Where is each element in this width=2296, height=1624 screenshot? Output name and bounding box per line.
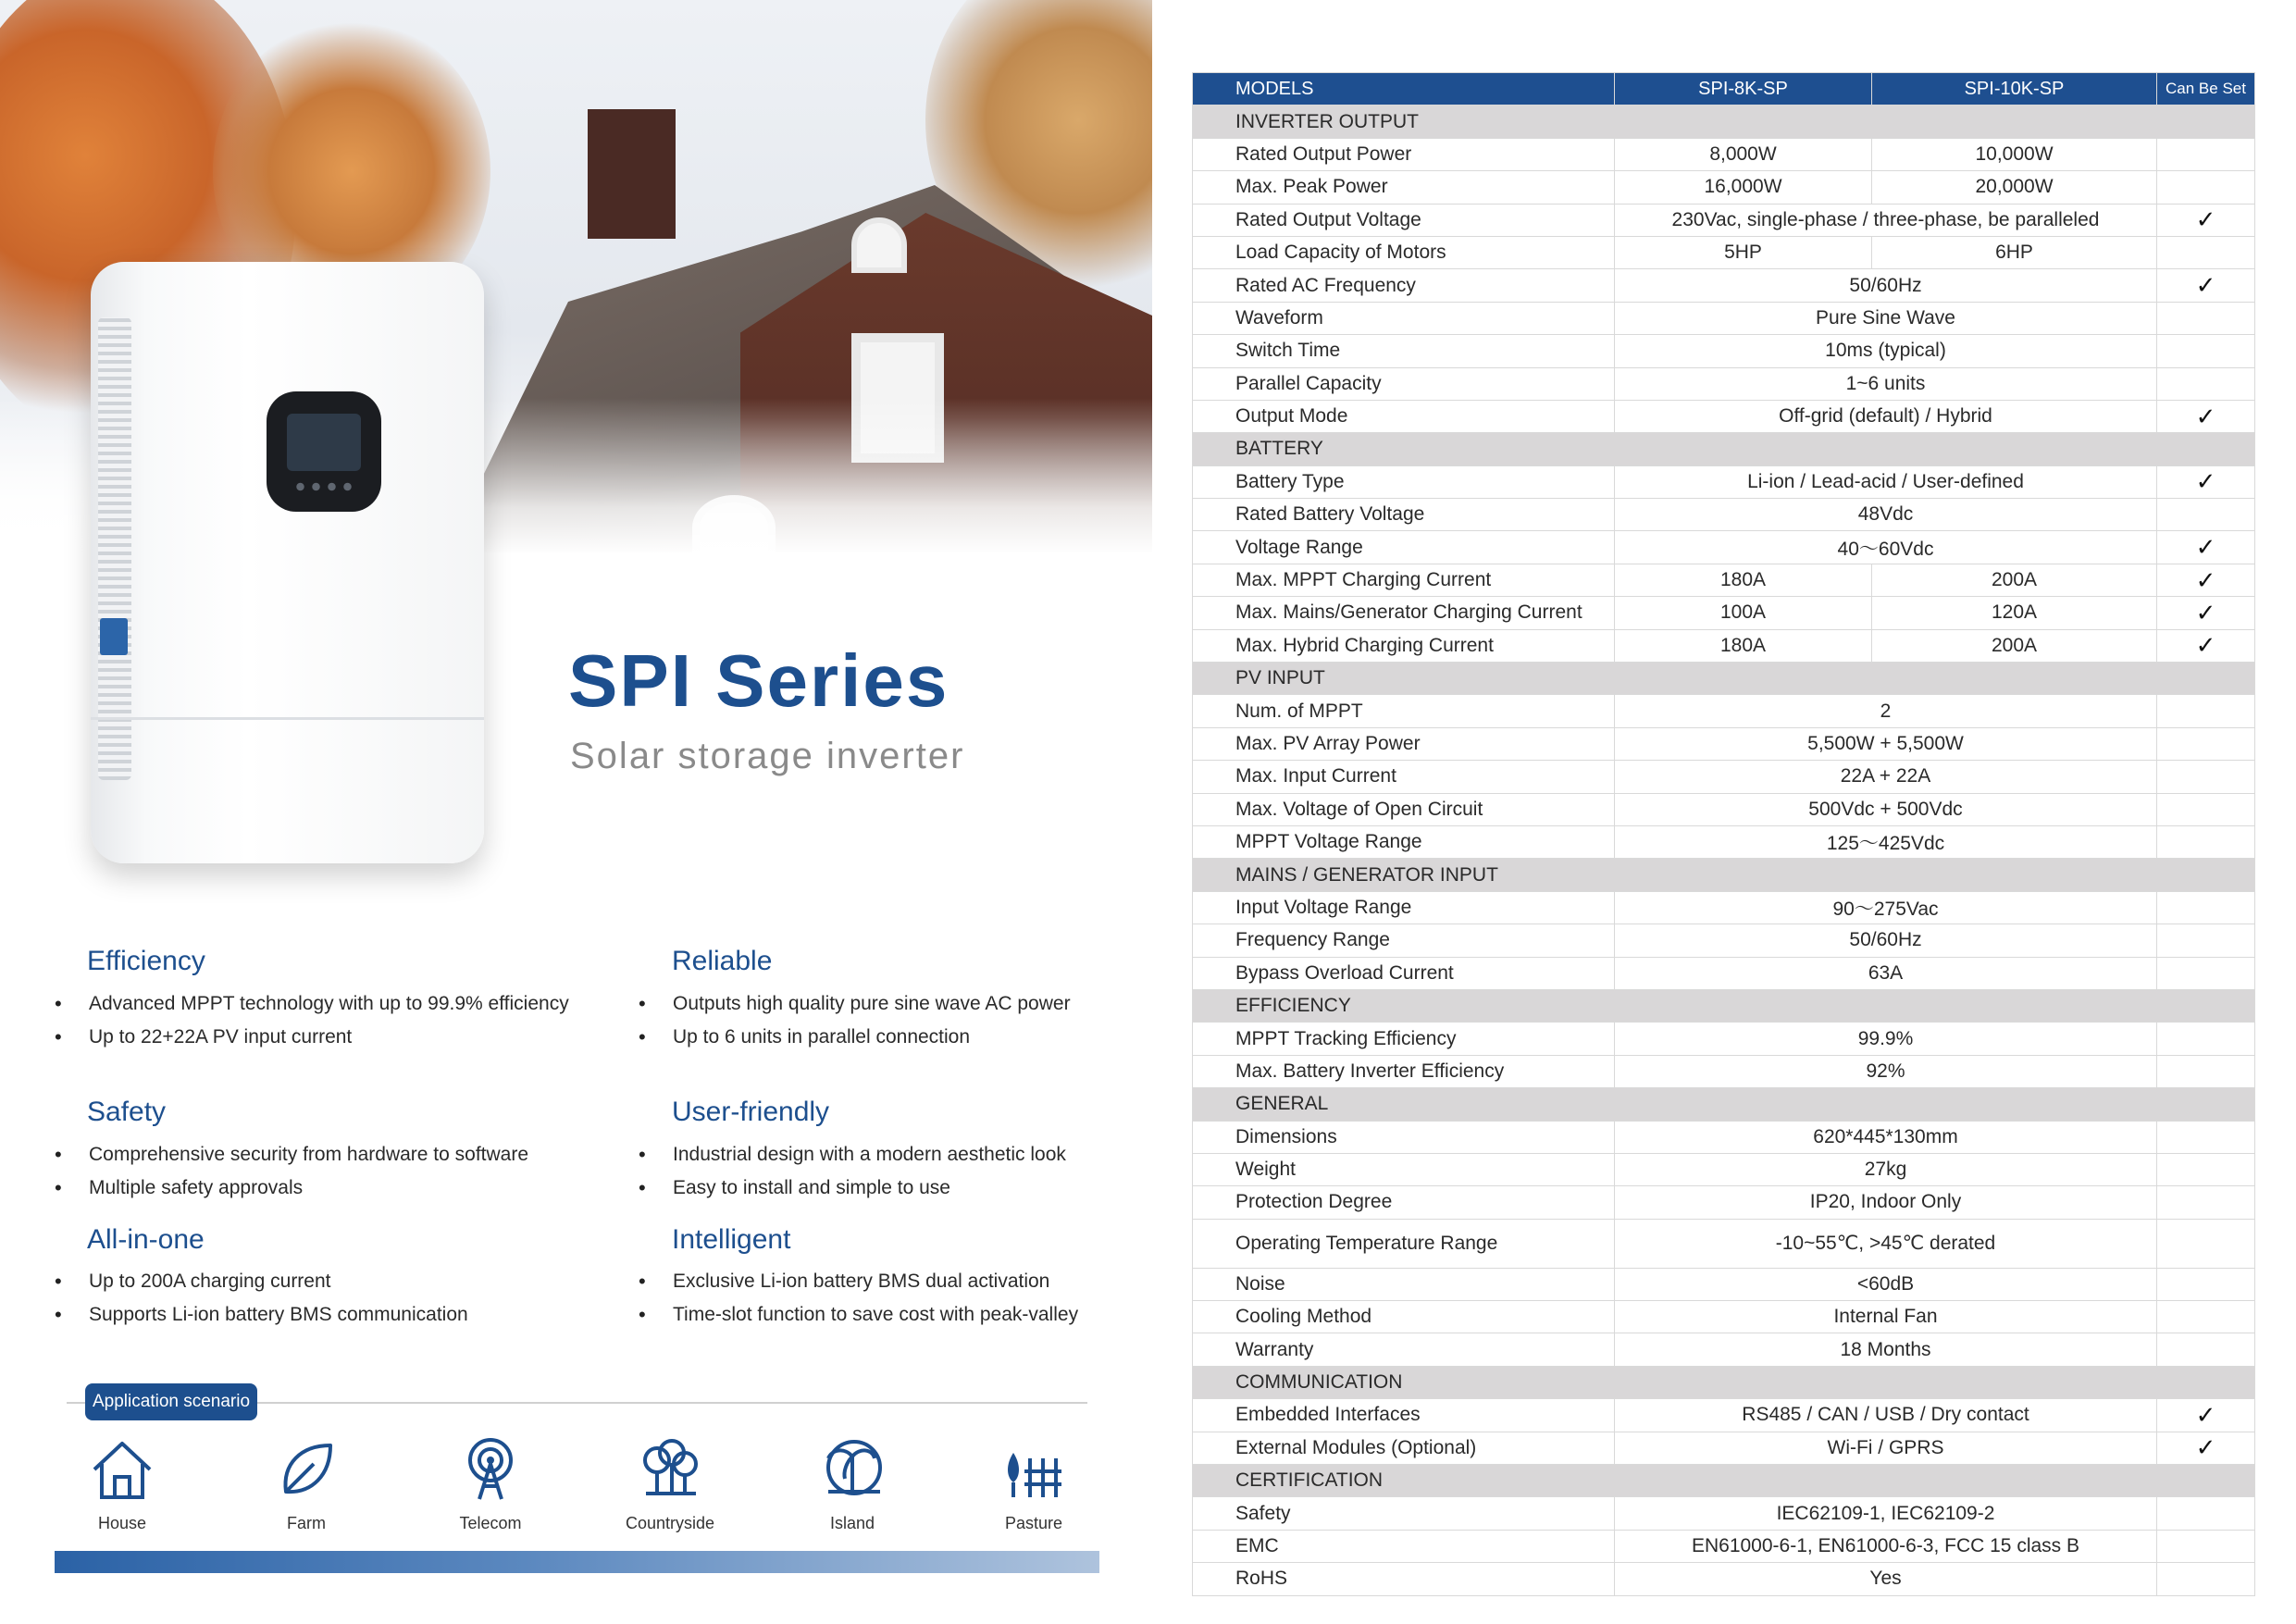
spec-value: 63A bbox=[1615, 957, 2157, 989]
spec-label: Noise bbox=[1193, 1268, 1615, 1300]
spec-row bbox=[1193, 171, 2255, 204]
feature-title-efficiency: Efficiency bbox=[87, 946, 205, 976]
spec-row bbox=[1193, 204, 2255, 236]
series-subtitle: Solar storage inverter bbox=[570, 736, 965, 776]
feature-item: • Up to 6 units in parallel connection bbox=[639, 1021, 1071, 1054]
spec-value: Internal Fan bbox=[1615, 1301, 2157, 1333]
inverter-buttons bbox=[292, 482, 357, 491]
spec-value: 99.9% bbox=[1615, 1023, 2157, 1055]
spec-label: EMC bbox=[1193, 1530, 1615, 1562]
scenario-label: Island bbox=[829, 1514, 875, 1532]
feature-item: • Comprehensive security from hardware to software bbox=[55, 1138, 528, 1172]
spec-label: Bypass Overload Current bbox=[1193, 957, 1615, 989]
check-mark-icon: ✓ bbox=[2157, 1399, 2255, 1432]
spec-value: 5,500W + 5,500W bbox=[1615, 727, 2157, 760]
spec-row bbox=[1193, 236, 2255, 268]
spec-label: Parallel Capacity bbox=[1193, 367, 1615, 400]
check-mark-icon: ✓ bbox=[2157, 629, 2255, 662]
scenario-label: House bbox=[97, 1514, 147, 1532]
spec-label: MPPT Voltage Range bbox=[1193, 825, 1615, 858]
spec-settable-empty bbox=[2157, 1333, 2255, 1366]
spec-value: 50/60Hz bbox=[1615, 924, 2157, 957]
spec-value: 40～60Vdc bbox=[1615, 531, 2157, 564]
spec-label: Rated Battery Voltage bbox=[1193, 499, 1615, 531]
spec-row bbox=[1193, 597, 2255, 629]
feature-title-intelligent: Intelligent bbox=[672, 1224, 791, 1255]
spec-row bbox=[1193, 825, 2255, 858]
spec-value: 230Vac, single-phase / three-phase, be paralleled bbox=[1615, 204, 2157, 236]
spec-settable-empty bbox=[2157, 1268, 2255, 1300]
spec-label: Embedded Interfaces bbox=[1193, 1399, 1615, 1432]
spec-settable-empty bbox=[2157, 1153, 2255, 1185]
spec-label: Rated Output Voltage bbox=[1193, 204, 1615, 236]
spec-row bbox=[1193, 727, 2255, 760]
spec-settable-empty bbox=[2157, 695, 2255, 727]
spec-settable-empty bbox=[2157, 1301, 2255, 1333]
feature-item: • Industrial design with a modern aesthetic look bbox=[639, 1138, 1066, 1172]
spec-section-title: INVERTER OUTPUT bbox=[1193, 105, 2255, 138]
spec-settable-empty bbox=[2157, 924, 2255, 957]
model-8k-header: SPI-8K-SP bbox=[1615, 73, 1872, 105]
spec-value: 500Vdc + 500Vdc bbox=[1615, 793, 2157, 825]
spec-value-8k: 16,000W bbox=[1615, 171, 1872, 204]
spec-label: Dimensions bbox=[1193, 1121, 1615, 1153]
spec-label: Voltage Range bbox=[1193, 531, 1615, 564]
spec-settable-empty bbox=[2157, 138, 2255, 170]
spec-label: Warranty bbox=[1193, 1333, 1615, 1366]
scenario-telecom bbox=[416, 1436, 565, 1533]
spec-settable-empty bbox=[2157, 957, 2255, 989]
spec-value-10k: 200A bbox=[1872, 564, 2157, 596]
spec-row bbox=[1193, 891, 2255, 924]
spec-label: Max. Hybrid Charging Current bbox=[1193, 629, 1615, 662]
scenario-house bbox=[48, 1436, 196, 1533]
spec-value: -10~55℃, >45℃ derated bbox=[1615, 1219, 2157, 1268]
spec-label: Max. Voltage of Open Circuit bbox=[1193, 793, 1615, 825]
feature-title-reliable: Reliable bbox=[672, 946, 773, 976]
feature-list-user-friendly bbox=[639, 1138, 1066, 1205]
spec-section-row bbox=[1193, 433, 2255, 465]
feature-item: • Supports Li-ion battery BMS communication bbox=[55, 1298, 468, 1332]
check-mark-icon: ✓ bbox=[2157, 531, 2255, 564]
spec-section-title: CERTIFICATION bbox=[1193, 1465, 2255, 1497]
spec-label: Battery Type bbox=[1193, 465, 1615, 498]
spec-settable-empty bbox=[2157, 1055, 2255, 1087]
spec-label: Operating Temperature Range bbox=[1193, 1219, 1615, 1268]
spec-row bbox=[1193, 695, 2255, 727]
spec-label: Max. Mains/Generator Charging Current bbox=[1193, 597, 1615, 629]
spec-value-10k: 10,000W bbox=[1872, 138, 2157, 170]
spec-settable-empty bbox=[2157, 1497, 2255, 1530]
feature-item: • Easy to install and simple to use bbox=[639, 1172, 1066, 1205]
spec-value-10k: 120A bbox=[1872, 597, 2157, 629]
spec-value: 125～425Vdc bbox=[1615, 825, 2157, 858]
bottom-gradient-bar bbox=[55, 1551, 1099, 1573]
palm-tree-icon bbox=[819, 1436, 886, 1503]
spec-row bbox=[1193, 564, 2255, 596]
spec-row bbox=[1193, 1497, 2255, 1530]
spec-row bbox=[1193, 1563, 2255, 1595]
spec-row bbox=[1193, 924, 2255, 957]
check-mark-icon: ✓ bbox=[2157, 597, 2255, 629]
scenario-countryside bbox=[596, 1436, 744, 1533]
spec-value-8k: 180A bbox=[1615, 564, 1872, 596]
check-mark-icon: ✓ bbox=[2157, 204, 2255, 236]
telecom-tower-icon bbox=[457, 1436, 524, 1503]
spec-section-row bbox=[1193, 859, 2255, 891]
spec-label: Input Voltage Range bbox=[1193, 891, 1615, 924]
spec-value: 50/60Hz bbox=[1615, 269, 2157, 302]
spec-row bbox=[1193, 1023, 2255, 1055]
spec-section-row bbox=[1193, 989, 2255, 1022]
spec-value: 10ms (typical) bbox=[1615, 335, 2157, 367]
scenario-label: Telecom bbox=[459, 1514, 522, 1532]
feature-list-safety bbox=[55, 1138, 528, 1205]
spec-label: RoHS bbox=[1193, 1563, 1615, 1595]
spec-row bbox=[1193, 1219, 2255, 1268]
spec-value: 92% bbox=[1615, 1055, 2157, 1087]
feature-title-all-in-one: All-in-one bbox=[87, 1224, 205, 1255]
scenario-label: Farm bbox=[287, 1514, 326, 1532]
spec-row bbox=[1193, 400, 2255, 432]
spec-value: IP20, Indoor Only bbox=[1615, 1186, 2157, 1219]
spec-section-row bbox=[1193, 105, 2255, 138]
spec-settable-empty bbox=[2157, 1563, 2255, 1595]
spec-value: 2 bbox=[1615, 695, 2157, 727]
spec-label: Load Capacity of Motors bbox=[1193, 236, 1615, 268]
spec-value: EN61000-6-1, EN61000-6-3, FCC 15 class B bbox=[1615, 1530, 2157, 1562]
application-scenario-badge: Application scenario bbox=[85, 1383, 257, 1420]
scenario-pasture bbox=[960, 1436, 1108, 1533]
inverter-product-image bbox=[91, 262, 484, 863]
spec-row bbox=[1193, 1055, 2255, 1087]
spec-value: <60dB bbox=[1615, 1268, 2157, 1300]
spec-value: IEC62109-1, IEC62109-2 bbox=[1615, 1497, 2157, 1530]
spec-settable-empty bbox=[2157, 1219, 2255, 1268]
spec-row bbox=[1193, 1153, 2255, 1185]
spec-row bbox=[1193, 269, 2255, 302]
spec-label: Waveform bbox=[1193, 302, 1615, 334]
spec-row bbox=[1193, 367, 2255, 400]
spec-section-title: COMMUNICATION bbox=[1193, 1366, 2255, 1398]
spec-row bbox=[1193, 302, 2255, 334]
spec-row bbox=[1193, 1186, 2255, 1219]
spec-settable-empty bbox=[2157, 171, 2255, 204]
spec-value-10k: 200A bbox=[1872, 629, 2157, 662]
spec-label: Safety bbox=[1193, 1497, 1615, 1530]
spec-row bbox=[1193, 499, 2255, 531]
spec-value-10k: 6HP bbox=[1872, 236, 2157, 268]
spec-label: Max. PV Array Power bbox=[1193, 727, 1615, 760]
spec-settable-empty bbox=[2157, 499, 2255, 531]
spec-body bbox=[1193, 105, 2255, 1595]
spec-value: Li-ion / Lead-acid / User-defined bbox=[1615, 465, 2157, 498]
spec-settable-empty bbox=[2157, 793, 2255, 825]
spec-row bbox=[1193, 1399, 2255, 1432]
spec-value: 620*445*130mm bbox=[1615, 1121, 2157, 1153]
feature-list-reliable bbox=[639, 987, 1071, 1054]
spec-settable-empty bbox=[2157, 367, 2255, 400]
house-icon bbox=[89, 1436, 155, 1503]
spec-label: Frequency Range bbox=[1193, 924, 1615, 957]
spec-settable-empty bbox=[2157, 1023, 2255, 1055]
feature-title-safety: Safety bbox=[87, 1097, 167, 1127]
house-window-round bbox=[851, 217, 907, 273]
spec-settable-empty bbox=[2157, 302, 2255, 334]
spec-value: Yes bbox=[1615, 1563, 2157, 1595]
spec-value-8k: 100A bbox=[1615, 597, 1872, 629]
spec-row bbox=[1193, 138, 2255, 170]
spec-value-8k: 180A bbox=[1615, 629, 1872, 662]
spec-settable-empty bbox=[2157, 236, 2255, 268]
spec-row bbox=[1193, 531, 2255, 564]
spec-row bbox=[1193, 761, 2255, 793]
spec-section-title: EFFICIENCY bbox=[1193, 989, 2255, 1022]
inverter-display bbox=[267, 391, 381, 512]
spec-row bbox=[1193, 465, 2255, 498]
model-10k-header: SPI-10K-SP bbox=[1872, 73, 2157, 105]
spec-header-row bbox=[1193, 73, 2255, 105]
spec-settable-empty bbox=[2157, 335, 2255, 367]
spec-row bbox=[1193, 1530, 2255, 1562]
spec-value: 48Vdc bbox=[1615, 499, 2157, 531]
scenario-farm bbox=[232, 1436, 380, 1533]
spec-label: Protection Degree bbox=[1193, 1186, 1615, 1219]
spec-label: Max. Peak Power bbox=[1193, 171, 1615, 204]
check-mark-icon: ✓ bbox=[2157, 269, 2255, 302]
fence-icon bbox=[1000, 1436, 1067, 1503]
spec-value: 1~6 units bbox=[1615, 367, 2157, 400]
spec-value-8k: 5HP bbox=[1615, 236, 1872, 268]
feature-item: • Up to 22+22A PV input current bbox=[55, 1021, 569, 1054]
spec-label: External Modules (Optional) bbox=[1193, 1432, 1615, 1464]
spec-settable-empty bbox=[2157, 761, 2255, 793]
spec-section-row bbox=[1193, 663, 2255, 695]
spec-row bbox=[1193, 957, 2255, 989]
spec-row bbox=[1193, 793, 2255, 825]
spec-settable-empty bbox=[2157, 891, 2255, 924]
spec-label: Max. Input Current bbox=[1193, 761, 1615, 793]
spec-label: Weight bbox=[1193, 1153, 1615, 1185]
spec-section-row bbox=[1193, 1465, 2255, 1497]
inverter-vent bbox=[98, 317, 131, 780]
trees-icon bbox=[637, 1436, 703, 1503]
spec-settable-empty bbox=[2157, 1186, 2255, 1219]
feature-list-intelligent bbox=[639, 1265, 1078, 1332]
spec-value: Off-grid (default) / Hybrid bbox=[1615, 400, 2157, 432]
feature-item: • Up to 200A charging current bbox=[55, 1265, 468, 1298]
spec-row bbox=[1193, 1333, 2255, 1366]
feature-item: • Time-slot function to save cost with peak-valley bbox=[639, 1298, 1078, 1332]
spec-label: Rated Output Power bbox=[1193, 138, 1615, 170]
check-mark-icon: ✓ bbox=[2157, 400, 2255, 432]
feature-item: • Multiple safety approvals bbox=[55, 1172, 528, 1205]
scenario-label: Countryside bbox=[625, 1514, 715, 1532]
feature-item: • Outputs high quality pure sine wave AC power bbox=[639, 987, 1071, 1021]
models-header: MODELS bbox=[1193, 73, 1615, 105]
spec-section-title: PV INPUT bbox=[1193, 663, 2255, 695]
spec-value: 90～275Vac bbox=[1615, 891, 2157, 924]
spec-row bbox=[1193, 1121, 2255, 1153]
spec-row bbox=[1193, 1432, 2255, 1464]
spec-section-title: BATTERY bbox=[1193, 433, 2255, 465]
spec-settable-empty bbox=[2157, 1121, 2255, 1153]
spec-section-row bbox=[1193, 1088, 2255, 1121]
check-mark-icon: ✓ bbox=[2157, 564, 2255, 596]
spec-label: Max. MPPT Charging Current bbox=[1193, 564, 1615, 596]
feature-list-efficiency bbox=[55, 987, 569, 1054]
inverter-screen bbox=[287, 414, 361, 471]
spec-row bbox=[1193, 629, 2255, 662]
feature-item: • Exclusive Li-ion battery BMS dual activation bbox=[639, 1265, 1078, 1298]
spec-value: 22A + 22A bbox=[1615, 761, 2157, 793]
spec-label: Max. Battery Inverter Efficiency bbox=[1193, 1055, 1615, 1087]
spec-value-10k: 20,000W bbox=[1872, 171, 2157, 204]
spec-label: MPPT Tracking Efficiency bbox=[1193, 1023, 1615, 1055]
spec-value-8k: 8,000W bbox=[1615, 138, 1872, 170]
spec-row bbox=[1193, 335, 2255, 367]
house-chimney bbox=[588, 109, 676, 239]
feature-list-all-in-one bbox=[55, 1265, 468, 1332]
spec-value: 18 Months bbox=[1615, 1333, 2157, 1366]
spec-value: Wi-Fi / GPRS bbox=[1615, 1432, 2157, 1464]
spec-label: Output Mode bbox=[1193, 400, 1615, 432]
spec-label: Rated AC Frequency bbox=[1193, 269, 1615, 302]
inverter-panel-divider bbox=[91, 717, 484, 720]
spec-table bbox=[1192, 72, 2255, 1596]
check-mark-icon: ✓ bbox=[2157, 1432, 2255, 1464]
leaf-icon bbox=[273, 1436, 340, 1503]
series-title: SPI Series bbox=[568, 639, 949, 722]
spec-section-row bbox=[1193, 1366, 2255, 1398]
spec-settable-empty bbox=[2157, 727, 2255, 760]
check-mark-icon: ✓ bbox=[2157, 465, 2255, 498]
inverter-breaker bbox=[100, 618, 128, 655]
scenario-label: Pasture bbox=[1004, 1514, 1063, 1532]
spec-label: Cooling Method bbox=[1193, 1301, 1615, 1333]
spec-row bbox=[1193, 1301, 2255, 1333]
feature-title-user-friendly: User-friendly bbox=[672, 1097, 830, 1127]
spec-value: RS485 / CAN / USB / Dry contact bbox=[1615, 1399, 2157, 1432]
feature-item: • Advanced MPPT technology with up to 99.9% efficiency bbox=[55, 987, 569, 1021]
spec-value: 27kg bbox=[1615, 1153, 2157, 1185]
spec-label: Switch Time bbox=[1193, 335, 1615, 367]
spec-value: Pure Sine Wave bbox=[1615, 302, 2157, 334]
spec-settable-empty bbox=[2157, 825, 2255, 858]
spec-section-title: MAINS / GENERATOR INPUT bbox=[1193, 859, 2255, 891]
can-be-set-header: Can Be Set bbox=[2157, 73, 2255, 105]
spec-label: Num. of MPPT bbox=[1193, 695, 1615, 727]
spec-section-title: GENERAL bbox=[1193, 1088, 2255, 1121]
scenario-island bbox=[778, 1436, 926, 1533]
spec-row bbox=[1193, 1268, 2255, 1300]
spec-settable-empty bbox=[2157, 1530, 2255, 1562]
